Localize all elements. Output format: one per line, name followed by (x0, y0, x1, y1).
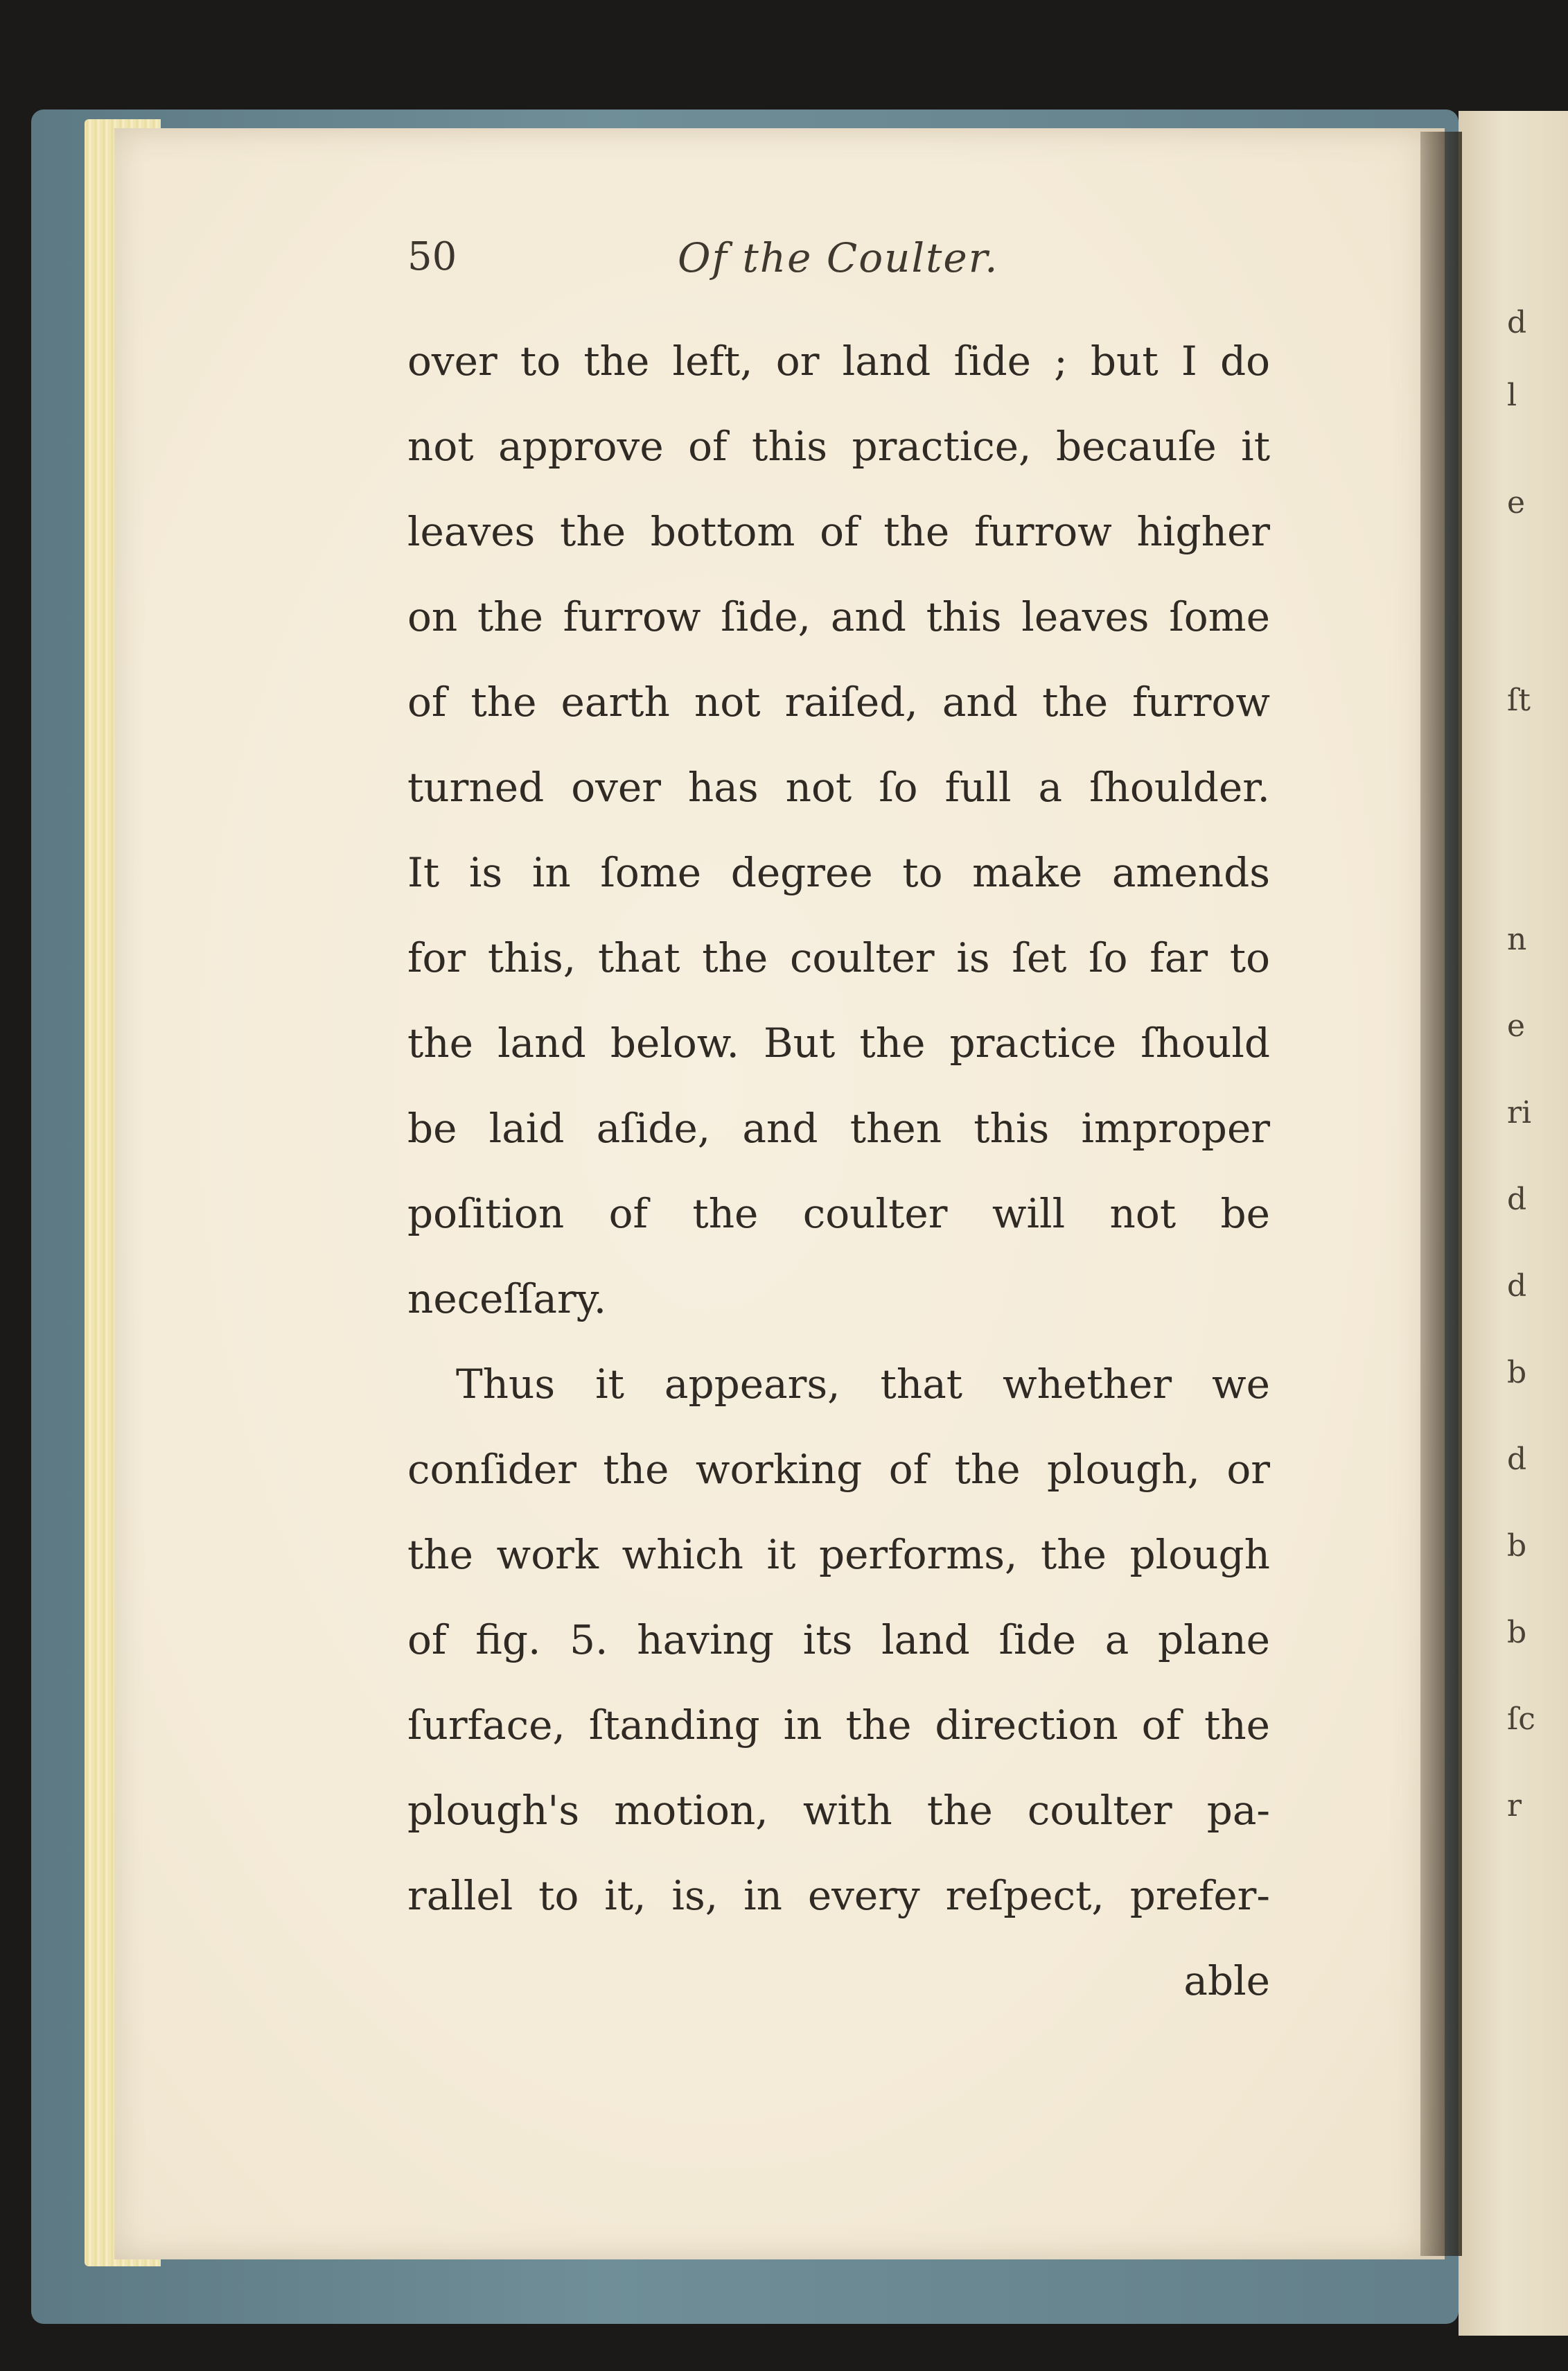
catchword: able (1183, 1957, 1270, 2004)
text-line: It is in ſome degree to make amends (407, 849, 1270, 896)
adjacent-fragment: e (1507, 1008, 1526, 1044)
text-line: be laid aſide, and then this improper (407, 1105, 1270, 1152)
text-line: turned over has not ſo full a ſhoulder. (407, 764, 1270, 811)
adjacent-fragment: d (1507, 305, 1527, 340)
text-line: of the earth not raiſed, and the furrow (407, 679, 1270, 726)
adjacent-fragment: d (1507, 1442, 1527, 1477)
text-line: for this, that the coulter is ſet ſo far to (407, 934, 1270, 981)
adjacent-fragment: e (1507, 485, 1526, 520)
adjacent-fragment: l (1507, 378, 1517, 413)
page-number: 50 (407, 234, 457, 279)
adjacent-fragment: b (1507, 1615, 1527, 1650)
adjacent-page (1459, 111, 1568, 2336)
text-line: plough's motion, with the coulter pa- (407, 1787, 1270, 1834)
text-line: the work which it performs, the plough (407, 1531, 1270, 1578)
adjacent-fragment: ſc (1507, 1701, 1535, 1737)
adjacent-fragment: d (1507, 1268, 1527, 1304)
text-line: poſition of the coulter will not be (407, 1190, 1270, 1237)
running-head: Of the Coulter. (678, 234, 999, 281)
adjacent-fragment: ri (1507, 1095, 1532, 1130)
adjacent-fragment: ſt (1507, 683, 1531, 718)
text-line: leaves the bottom of the furrow higher (407, 508, 1270, 555)
adjacent-fragment: d (1507, 1182, 1527, 1217)
text-line: ſurface, ſtanding in the direction of the (407, 1701, 1270, 1749)
text-line: over to the left, or land ſide ; but I do (407, 338, 1270, 385)
text-line: the land below. But the practice ſhould (407, 1020, 1270, 1067)
adjacent-fragment: b (1507, 1355, 1527, 1390)
text-line: neceſſary. (407, 1275, 607, 1322)
text-line: Thus it appears, that whether we (456, 1361, 1270, 1408)
page-gutter-shadow (1420, 132, 1462, 2256)
adjacent-fragment: b (1507, 1528, 1527, 1564)
adjacent-fragment: r (1507, 1788, 1522, 1823)
adjacent-fragment: n (1507, 922, 1527, 957)
text-line: of fig. 5. having its land ſide a plane (407, 1616, 1270, 1663)
text-line: rallel to it, is, in every reſpect, prefer- (407, 1872, 1270, 1919)
text-line: not approve of this practice, becauſe it (407, 423, 1270, 470)
text-line: on the furrow ſide, and this leaves ſome (407, 593, 1270, 640)
text-line: conſider the working of the plough, or (407, 1446, 1270, 1493)
page-header (407, 234, 1270, 290)
body-text (407, 319, 1270, 2024)
